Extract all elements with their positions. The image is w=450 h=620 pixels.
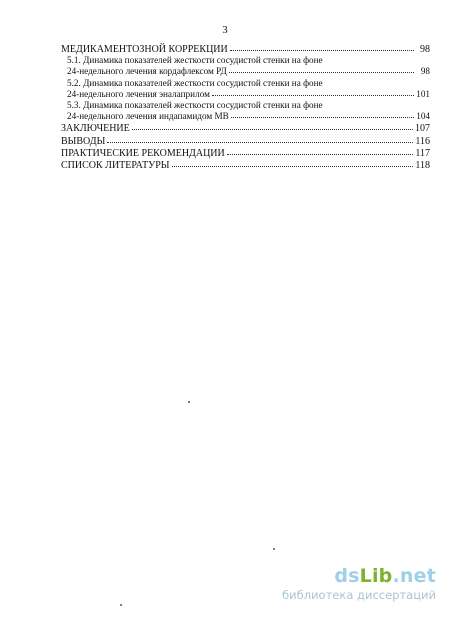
toc-entry-5-2 xyxy=(61,78,430,89)
table-of-contents xyxy=(61,43,430,171)
toc-entry-title: 24-недельного лечения индапамидом МВ xyxy=(67,111,229,122)
toc-entry-page: 117 xyxy=(415,147,430,159)
scan-speck xyxy=(273,548,275,550)
watermark-subtitle: библиотека диссертаций xyxy=(282,588,436,602)
toc-entry-title: 5.3. Динамика показателей жесткости сосудистой стенки на фоне xyxy=(67,100,323,111)
toc-entry-conclusion xyxy=(61,123,430,134)
toc-entry-5-2-cont xyxy=(61,89,430,100)
toc-entry-page: 104 xyxy=(416,111,430,122)
dot-leader xyxy=(172,166,414,167)
scan-speck xyxy=(188,401,190,403)
toc-entry-page: 107 xyxy=(415,123,430,135)
toc-entry-5-3 xyxy=(61,100,430,111)
toc-entry-title: 5.2. Динамика показателей жесткости сосудистой стенки на фоне xyxy=(67,77,323,88)
dot-leader xyxy=(229,72,414,73)
toc-entry-page: 98 xyxy=(420,66,430,77)
toc-entry-title: 24-недельного лечения эналаприлом xyxy=(67,88,210,99)
toc-entry-references xyxy=(61,160,430,171)
toc-entry-page: 118 xyxy=(415,160,430,172)
toc-entry-findings xyxy=(61,136,430,147)
dot-leader xyxy=(227,154,414,155)
watermark xyxy=(282,565,436,602)
toc-entry-5-3-cont xyxy=(61,111,430,122)
toc-entry-title: МЕДИКАМЕНТОЗНОЙ КОРРЕКЦИИ xyxy=(61,44,228,55)
toc-entry-title: ВЫВОДЫ xyxy=(61,135,106,147)
toc-entry-title: ЗАКЛЮЧЕНИЕ xyxy=(61,123,130,135)
toc-entry-title: 5.1. Динамика показателей жесткости сосудистой стенки на фоне xyxy=(67,55,323,66)
scan-speck xyxy=(120,604,122,606)
toc-entry-page: 116 xyxy=(415,135,430,147)
toc-entry-title: 24-недельного лечения кордафлексом РД xyxy=(67,66,227,77)
dot-leader xyxy=(107,142,413,143)
toc-entry-title: СПИСОК ЛИТЕРАТУРЫ xyxy=(61,160,170,172)
toc-entry-5-1 xyxy=(61,55,430,66)
dot-leader xyxy=(212,95,414,96)
dot-leader xyxy=(230,50,414,51)
toc-entry-page: 101 xyxy=(416,88,430,99)
toc-entry-title: ПРАКТИЧЕСКИЕ РЕКОМЕНДАЦИИ xyxy=(61,147,225,159)
page-number: 3 xyxy=(222,25,228,36)
toc-entry-page: 98 xyxy=(420,44,430,55)
dot-leader xyxy=(132,129,413,130)
dot-leader xyxy=(231,117,414,118)
toc-entry-recommendations xyxy=(61,148,430,159)
watermark-logo: dsLib.net xyxy=(334,565,436,587)
toc-entry-medication-correction xyxy=(61,44,430,55)
toc-entry-5-1-cont xyxy=(61,66,430,77)
